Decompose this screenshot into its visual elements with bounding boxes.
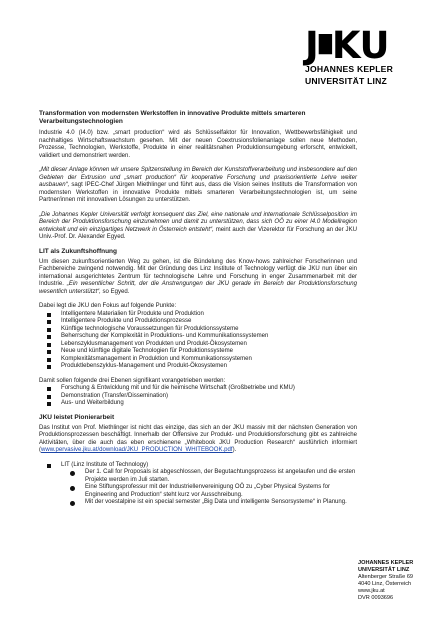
quote-egyed: „Die Johannes Kepler Universität verfolgt konsequent das Ziel, eine nationale und internationale Schlüsselposition im Bereich der Produktionsforschung einzunehmen und damit zu unterstützen, dass sich OÖ zu einer I4.0 Modellregion entwickelt und ein einzigartiges Netzwerk in Österreich entsteht“, [39, 211, 357, 233]
list-item: Aus- und Weiterbildung [53, 400, 357, 408]
paragraph-pionierarbeit [39, 425, 357, 455]
pionier-text: Das Institut von Prof. Miethlinger ist nicht das einzige, das sich an der JKU massiv mit der nächsten Generation von Produktionsprozessen beschäftigt. Innerhalb der Offensive zur Produkt- und Produktionsforschung gibt es zahlreiche Aktivitäten, über die auch das eben erschienene „Whitebook JKU Production Research“ ausführlich informiert ( [39, 424, 357, 453]
focus-list [39, 311, 357, 371]
address-line2: UNIVERSITÄT LINZ [358, 567, 410, 573]
list-item: Intelligentere Materialien für Produkte und Produktion [53, 311, 357, 319]
pionier-text-end: ). [232, 447, 237, 453]
list-item: Künftige technologische Voraussetzungen für Produktionssysteme [53, 326, 357, 334]
paragraph-miethlinger-quote [39, 167, 357, 205]
list-item: Komplexitätsmanagement in Produktion und Kommunikationssystemen [53, 356, 357, 364]
lit-quote: „Ein wesentlicher Schritt, der die Anstrengungen der JKU gerade im Bereich der Produktionsforschung wesentlich unterstützt“, [39, 281, 357, 295]
sub-list-item: Der 1. Call for Proposals ist abgeschlossen, der Begutachtungsprozess ist angelaufen und die ersten Projekte werden im Juli starten. [77, 469, 357, 484]
lit-text: Um diesen zukunftsorientierten Weg zu gehen, ist die Bündelung des Know-hows zahlreicher Forscherinnen und Fachbereiche zwingend notwendig. Mit der Gründung des Linz Institute of Technology verfügt die JKU nun über ein international ausgerichtetes Zentrum für technologische Lehre und Forschung in enger Zusammenarbeit mit der Industrie. [39, 258, 357, 287]
paragraph-egyed-quote [39, 212, 357, 242]
lit-sublist [61, 469, 357, 507]
list-item: Lebenszyklusmanagement von Produkten und Produkt-Ökosystemen [53, 341, 357, 349]
address-web: www.jku.at [358, 588, 385, 594]
lit-label: LIT (Linz Institute of Technology) [61, 461, 149, 468]
document-body [39, 110, 357, 507]
list-item: Intelligentere Produkte und Produktionsprozesse [53, 318, 357, 326]
list-item: Demonstration (Transfer/Dissemination) [53, 393, 357, 401]
paragraph-lit [39, 259, 357, 297]
logo-letter-u: U [359, 24, 389, 67]
focus-intro: Dabei legt die JKU den Fokus auf folgende Punkte: [39, 303, 177, 309]
levels-intro: Damit sollen folgende drei Ebenen signifikant vorangetrieben werden: [39, 377, 226, 384]
section-heading-pionierarbeit: JKU leistet Pionierarbeit [39, 413, 115, 421]
logo-square-icon: █ [318, 35, 331, 55]
list-item: Forschung & Entwicklung mit und für die heimische Wirtschaft (Großbetriebe und KMU) [53, 385, 357, 393]
logo-name-line2: UNIVERSITÄT LINZ [305, 76, 387, 86]
logo-letter-j: J [305, 24, 318, 67]
lit-list [39, 462, 357, 507]
paragraph-industrie-40: Industrie 4.0 (I4.0) bzw. „smart production“ wird als Schlüsselfaktor für Innovation, Wettbewerbsfähigkeit und nachhaltiges Wirtschaftswachstum gesehen. Mit der neuen Coextrusionsfolienanlage sollen neue Methoden, Prozesse, Technologien, Werkstoffe, Produkte in einer realitätsnahen Produktionsumgebung erforscht, entwickelt, validiert und demonstriert werden. [39, 130, 357, 159]
section-heading-lit: LIT als Zukunftshoffnung [39, 247, 117, 255]
list-item: Neue und künftige digitale Technologien für Produktionssysteme [53, 348, 357, 356]
quote-egyed-attribution: meint auch der Vizerektor für Forschung an der JKU Univ.-Prof. Dr. Alexander Egyed. [39, 226, 357, 240]
logo-letter-k: K [331, 24, 360, 67]
sub-list-item: Eine Stiftungsprofessur mit der Industriellenvereinigung OÖ zu „Cyber Physical Systems for Engineering and Production“ steht kurz vor Ausschreibung. [77, 484, 357, 499]
address-line1: JOHANNES KEPLER [358, 560, 414, 566]
address-block [358, 560, 413, 602]
list-item [53, 462, 357, 507]
quote-miethlinger-attribution: sagt IPEC-Chef Jürgen Miethlinger und führt aus, dass die Vision seines Instituts die Transformation von modernsten Werkstoffen in innovative Produkte mittels smarteren Verarbeitungstechnologien ist, um seine Partner/innen mit innovativen Lösungen zu unterstützen. [39, 182, 357, 203]
section-heading-transformation: Transformation von modernsten Werkstoffen in innovative Produkte mittels smarteren Verarbeitungstechnologien [39, 110, 306, 125]
logo-name-line1: JOHANNES KEPLER [305, 64, 393, 74]
sub-list-item: Mit der voestalpine ist ein special semester „Big Data und intelligente Sensorsysteme“ in Planung. [77, 499, 357, 507]
lit-quote-attribution: so Egyed. [100, 288, 130, 295]
levels-list [39, 385, 357, 408]
address-street: Altenberger Straße 69 [358, 574, 414, 580]
address-dvr: DVR 0093696 [358, 595, 394, 601]
address-city: 4040 Linz, Österreich [358, 581, 412, 587]
jku-logo [305, 24, 415, 86]
whitebook-link[interactable]: www.pervasive.jku.at/download/JKU_PRODUCTION_WHITEBOOK.pdf [41, 447, 233, 453]
quote-miethlinger: „Mit dieser Anlage können wir unsere Spitzenstellung im Bereich der Kunststoffverarbeitung und insbesondere auf den Gebieten der Extrusion und „smart production“ für kooperative Forschung und praxisorientierte Lehre weiter ausbauen“, [39, 167, 357, 188]
list-item: Beherrschung der Komplexität in Produktions- und Kommunikationssystemen [53, 333, 357, 341]
jku-logo-mark [305, 24, 415, 67]
list-item: Produktlebenszyklus-Management und Produkt-Ökosystemen [53, 363, 357, 371]
